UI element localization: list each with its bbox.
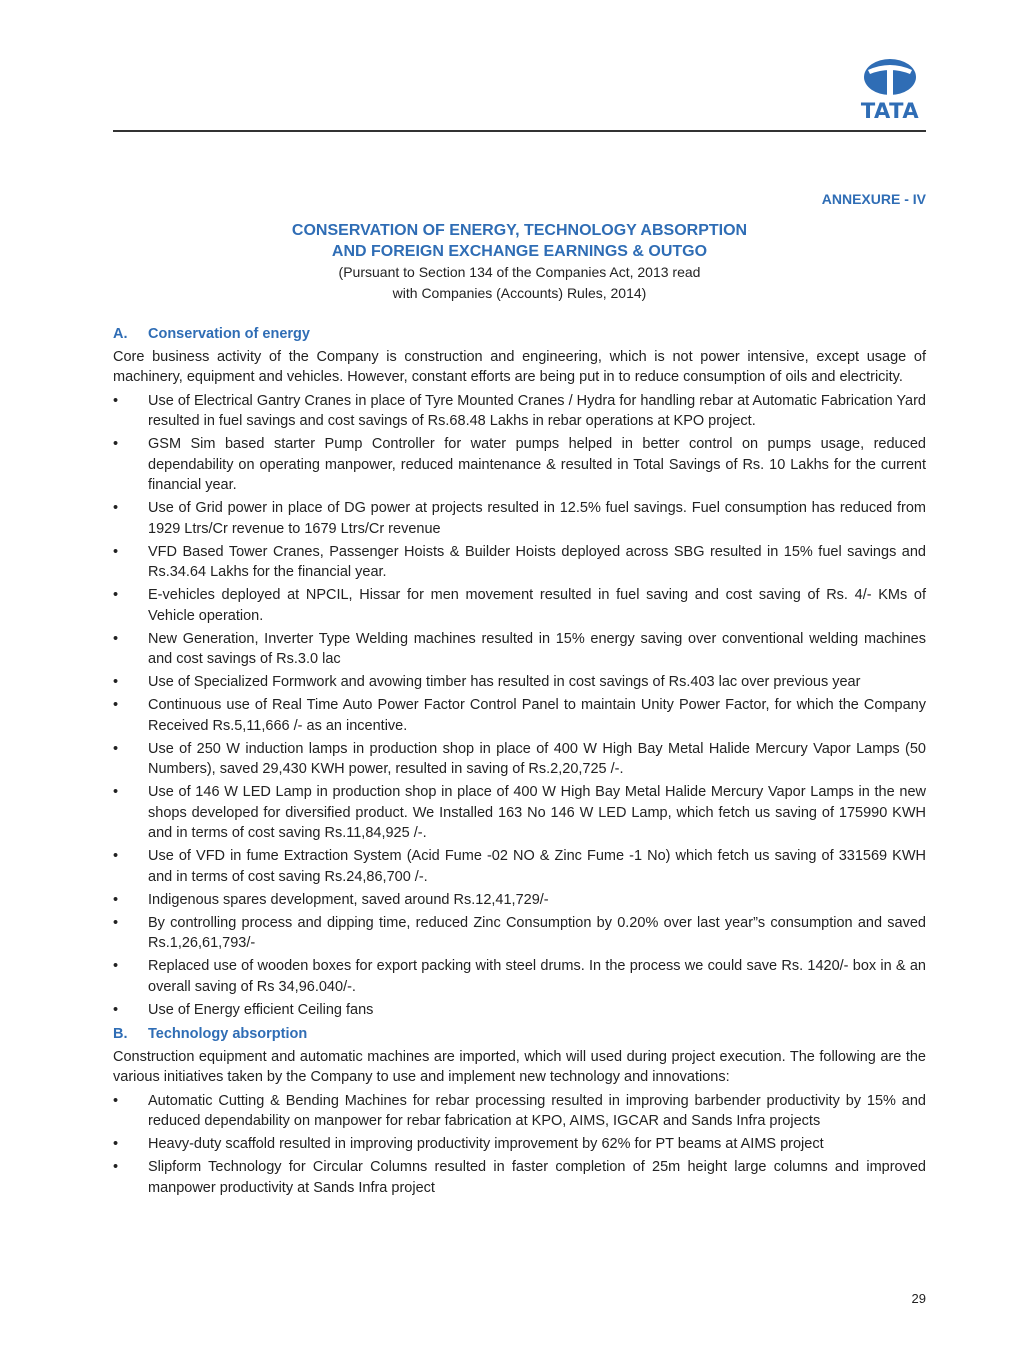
list-item — [113, 498, 926, 539]
list-item — [113, 542, 926, 583]
list-item-text: E-vehicles deployed at NPCIL, Hissar for men movement resulted in fuel saving and cost saving of Rs. 4/- KMs of Vehicle operation. — [148, 587, 926, 624]
list-item — [113, 629, 926, 670]
section-b-number: B. — [113, 1026, 128, 1042]
bullet-glyph: • — [113, 740, 119, 757]
list-item-text: Use of 250 W induction lamps in production shop in place of 400 W High Bay Metal Halide Mercury Vapor Lamps (50 Numbers), saved 29,430 KWH power, resulted in saving of Rs.2,20,725 /-. — [148, 740, 926, 777]
section-b-bullet-list — [113, 1091, 926, 1199]
list-item-text: GSM Sim based starter Pump Controller for water pumps helped in better control on pumps usage, reduced dependability on operating manpower, reduced maintenance & resulted in Total Savings of Rs. 10 Lakhs for the current financial year. — [148, 436, 926, 493]
list-item — [113, 1091, 926, 1132]
page-number: 29 — [911, 1291, 926, 1306]
bullet-glyph: • — [113, 784, 119, 800]
section-a-number: A. — [113, 326, 128, 342]
bullet-glyph: • — [113, 1092, 119, 1109]
section-a-heading — [113, 324, 926, 345]
list-item — [113, 739, 926, 780]
bullet-glyph: • — [113, 674, 119, 690]
bullet-glyph: • — [113, 436, 119, 452]
list-item-text: New Generation, Inverter Type Welding machines resulted in 15% energy saving over conventional welding machines and cost savings of Rs.3.0 lac — [148, 630, 926, 667]
list-item-text: Continuous use of Real Time Auto Power Factor Control Panel to maintain Unity Power Factor, for which the Company Received Rs.5,11,666 /- as an incentive. — [148, 697, 926, 734]
title-line-1: CONSERVATION OF ENERGY, TECHNOLOGY ABSORPTION — [291, 222, 748, 239]
list-item-text: Use of Electrical Gantry Cranes in place of Tyre Mounted Cranes / Hydra for handling rebar at Automatic Fabrication Yard resulted in fuel savings and cost savings of Rs.68.48 Lakhs in rebar operations at KPO project. — [148, 392, 926, 429]
list-item-text: Heavy-duty scaffold resulted in improving productivity improvement by 62% for PT beams at AIMS project — [148, 1136, 824, 1152]
list-item — [113, 913, 926, 954]
list-item — [113, 846, 926, 887]
list-item-text: By controlling process and dipping time, reduced Zinc Consumption by 0.20% over last year”s consumption and saved Rs.1,26,61,793/- — [148, 914, 926, 951]
list-item — [113, 1157, 926, 1198]
bullet-glyph: • — [113, 1159, 119, 1175]
list-item — [113, 391, 926, 432]
list-item-text: Use of Specialized Formwork and avowing timber has resulted in cost savings of Rs.403 lac over previous year — [148, 674, 861, 690]
list-item — [113, 695, 926, 736]
list-item-text: Indigenous spares development, saved around Rs.12,41,729/- — [148, 891, 549, 908]
header-divider — [113, 130, 926, 132]
list-item — [113, 1134, 926, 1155]
list-item — [113, 672, 926, 693]
list-item-text: Use of Grid power in place of DG power at projects resulted in 12.5% fuel savings. Fuel consumption has reduced from 1929 Ltrs/Cr revenue to 1679 Ltrs/Cr revenue — [148, 500, 926, 537]
section-b-title: Technology absorption — [148, 1026, 308, 1042]
bullet-glyph: • — [113, 500, 119, 516]
bullet-glyph: • — [113, 1136, 119, 1152]
section-b-intro: Construction equipment and automatic machines are imported, which will used during project execution. The following are the various initiatives taken by the Company to use and implement new technology and innovations: — [113, 1048, 926, 1085]
tata-logo — [852, 56, 928, 126]
main-content — [113, 324, 926, 1201]
bullet-glyph: • — [113, 543, 119, 560]
bullet-glyph: • — [113, 848, 119, 864]
tata-logo-mark — [852, 56, 928, 100]
list-item-text: Use of 146 W LED Lamp in production shop in place of 400 W High Bay Metal Halide Mercury Vapor Lamps in the new shops developed for diversified product. We Installed 163 No 146 W LED Lamp, which fetch us saving of 175990 KWH and in terms of cost saving Rs.11,84,925 /-. — [148, 784, 926, 841]
list-item-text: Use of VFD in fume Extraction System (Acid Fume -02 NO & Zinc Fume -1 No) which fetch us saving of 331569 KWH and in terms of cost saving Rs.24,86,700 /-. — [148, 848, 926, 885]
title-line-2: AND FOREIGN EXCHANGE EARNINGS & OUTGO — [331, 243, 708, 260]
list-item — [113, 1000, 926, 1021]
subtitle-line-2: with Companies (Accounts) Rules, 2014) — [392, 285, 647, 301]
list-item — [113, 434, 926, 496]
list-item-text: VFD Based Tower Cranes, Passenger Hoists & Builder Hoists deployed across SBG resulted in 15% fuel savings and Rs.34.64 Lakhs for the financial year. — [148, 543, 926, 580]
bullet-glyph: • — [113, 587, 119, 603]
document-title — [113, 220, 926, 304]
list-item — [113, 585, 926, 626]
bullet-glyph: • — [113, 914, 119, 931]
list-item — [113, 890, 926, 911]
section-a-intro: Core business activity of the Company is construction and engineering, which is not power intensive, except usage of machinery, equipment and vehicles. However, constant efforts are being put in to reduce consumption of oils and electricity. — [113, 348, 926, 385]
list-item — [113, 956, 926, 997]
section-a-bullet-list — [113, 391, 926, 1021]
list-item-text: Use of Energy efficient Ceiling fans — [148, 1001, 374, 1018]
bullet-glyph: • — [113, 1001, 119, 1018]
bullet-glyph: • — [113, 958, 119, 974]
bullet-glyph: • — [113, 392, 119, 409]
list-item-text: Replaced use of wooden boxes for export packing with steel drums. In the process we could save Rs. 1420/- box in & an overall saving of Rs 34,96.040/-. — [148, 958, 926, 995]
list-item — [113, 782, 926, 844]
bullet-glyph: • — [113, 697, 119, 713]
bullet-glyph: • — [113, 891, 119, 908]
subtitle-line-1: (Pursuant to Section 134 of the Companies Act, 2013 read — [338, 264, 701, 280]
list-item-text: Slipform Technology for Circular Columns resulted in faster completion of 25m height large columns and improved manpower productivity at Sands Infra project — [148, 1159, 926, 1196]
section-a-title: Conservation of energy — [148, 326, 310, 342]
section-b-heading — [113, 1024, 926, 1045]
bullet-glyph: • — [113, 630, 119, 647]
annexure-label: ANNEXURE - IV — [821, 191, 926, 207]
logo-wordmark: TATA — [860, 99, 920, 123]
list-item-text: Automatic Cutting & Bending Machines for rebar processing resulted in improving barbender productivity by 15% and reduced dependability on manpower for rebar fabrication at KPO, AIMS, IGCAR and Sands Infra projects — [148, 1092, 926, 1129]
